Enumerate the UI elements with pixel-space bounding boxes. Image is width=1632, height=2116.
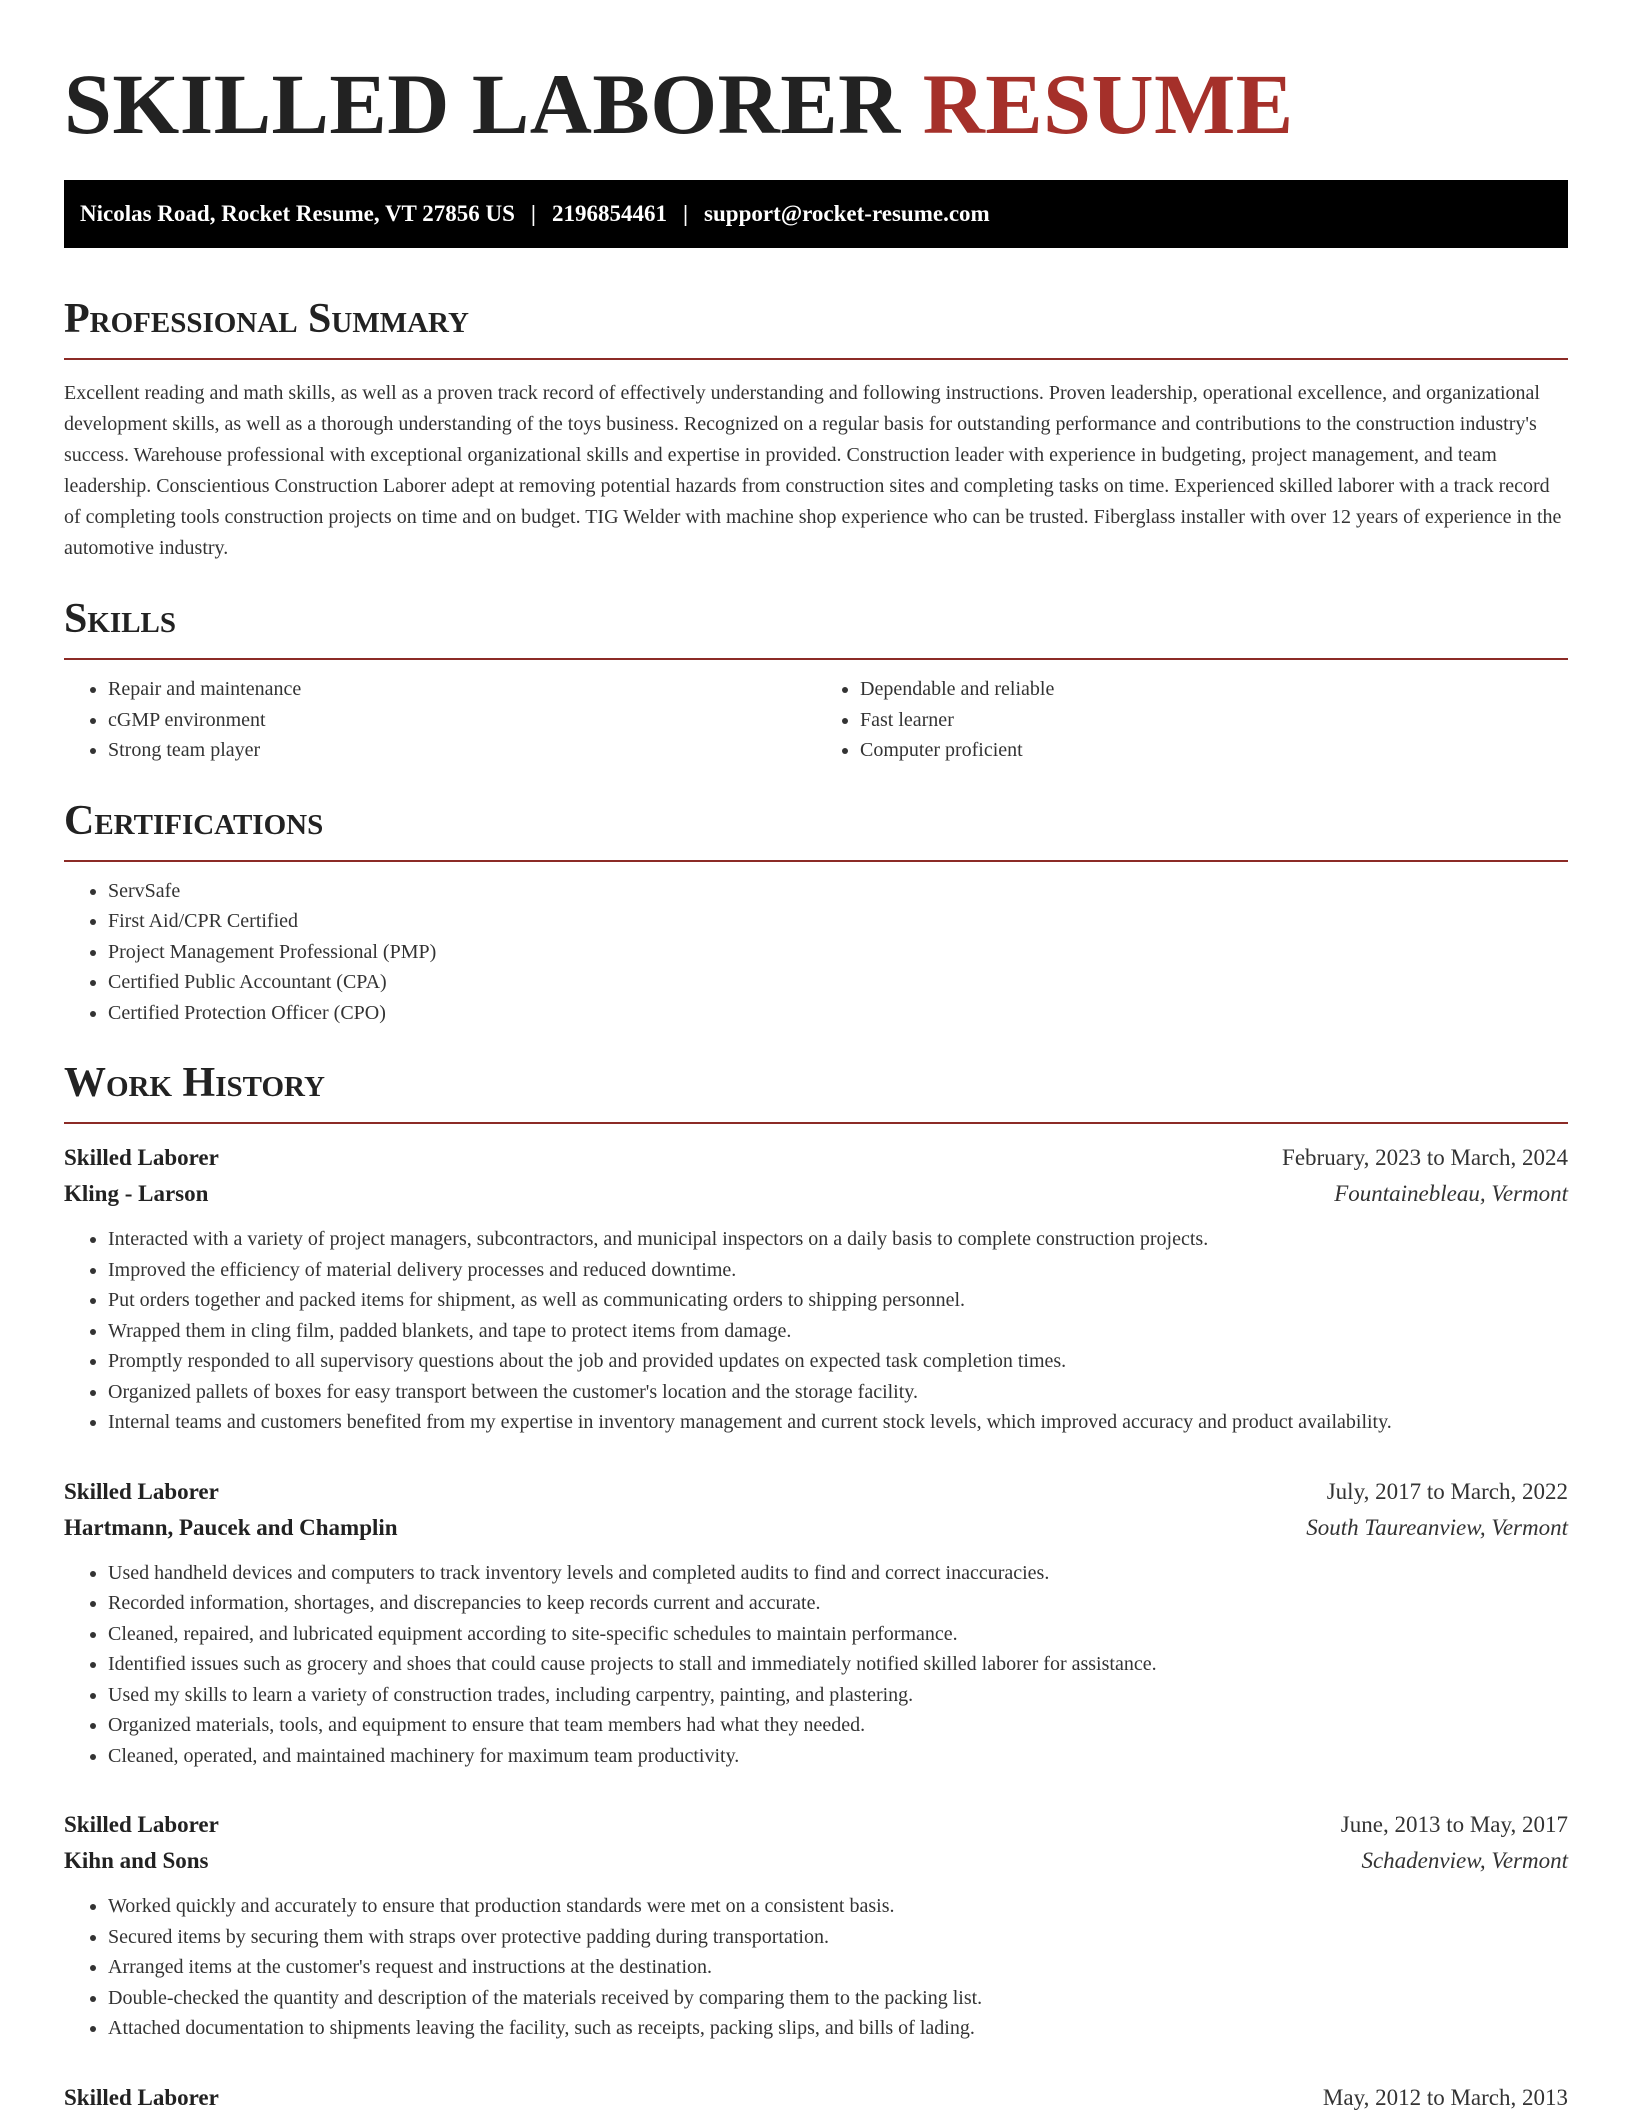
list-item: • Promptly responded to all supervisory questions about the job and provided updates on expected task completion times. [108,1346,1568,1377]
job-entry [64,1807,1568,2044]
section-heading-certifications: Certifications [64,796,1568,862]
job-location: Schadenview, Vermont [1361,1848,1568,1873]
list-item: • Recorded information, shortages, and discrepancies to keep records current and accurate. [108,1588,1568,1619]
job-dates: May, 2012 to March, 2013 [1322,2084,1568,2110]
list-item: • Double-checked the quantity and description of the materials received by comparing them to the packing list. [108,1983,1568,2014]
list-item: • Wrapped them in cling film, padded blankets, and tape to protect items from damage. [108,1316,1568,1347]
section-heading-work-history: Work History [64,1058,1568,1124]
list-item: • Organized materials, tools, and equipment to ensure that team members had what they needed. [108,1710,1568,1741]
list-item: • Identified issues such as grocery and shoes that could cause projects to stall and immediately notified skilled laborer for assistance. [108,1649,1568,1680]
list-item: • Attached documentation to shipments leaving the facility, such as receipts, packing slips, and bills of lading. [108,2013,1568,2044]
job-company: Hartmann, Paucek and Champlin [64,1514,398,1540]
list-item: • ServSafe [108,876,1568,907]
list-item: • Put orders together and packed items for shipment, as well as communicating orders to shipping personnel. [108,1285,1568,1316]
job-bullets [64,1891,1568,2044]
certifications-list [64,876,1568,1029]
list-item: • Computer proficient [860,735,1568,766]
list-item: • Improved the efficiency of material delivery processes and reduced downtime. [108,1255,1568,1286]
job-title: Skilled Laborer [64,2084,219,2110]
job-header-row [64,1807,1568,1843]
section-heading-summary: Professional Summary [64,294,1568,360]
contact-email[interactable]: support@rocket-resume.com [704,201,990,226]
section-heading-skills: Skills [64,594,1568,660]
list-item: • Certified Protection Officer (CPO) [108,998,1568,1029]
job-location: Fountainebleau, Vermont [1334,1181,1568,1206]
list-item: • Internal teams and customers benefited from my expertise in inventory management and current stock levels, which improved accuracy and product availability. [108,1407,1568,1438]
contact-separator: | [530,201,536,226]
list-item: • Dependable and reliable [860,674,1568,705]
job-entry [64,1140,1568,1438]
skills-grid [64,660,1568,766]
list-item: • Arranged items at the customer's request and instructions at the destination. [108,1952,1568,1983]
contact-phone[interactable]: 2196854461 [551,201,667,226]
job-title: Skilled Laborer [64,1812,219,1837]
list-item: • Certified Public Accountant (CPA) [108,967,1568,998]
list-item: • First Aid/CPR Certified [108,906,1568,937]
job-location: South Taureanview, Vermont [1306,1514,1568,1540]
list-item: • Used handheld devices and computers to track inventory levels and completed audits to find and correct inaccuracies. [108,1558,1568,1589]
list-item: • Secured items by securing them with straps over protective padding during transportation. [108,1922,1568,1953]
list-item: • Cleaned, repaired, and lubricated equipment according to site-specific schedules to maintain performance. [108,1619,1568,1650]
job-dates: July, 2017 to March, 2022 [1326,1478,1568,1504]
job-entry [64,2080,1568,2116]
list-item: • Strong team player [108,735,816,766]
skills-list-left [64,674,816,766]
skills-list-right [816,674,1568,766]
contact-separator: | [682,201,689,226]
contact-address: Nicolas Road, Rocket Resume, VT 27856 US [80,201,515,226]
list-item: • Interacted with a variety of project managers, subcontractors, and municipal inspectors on a daily basis to complete construction projects. [108,1224,1568,1255]
job-bullets [64,1224,1568,1438]
list-item: • Worked quickly and accurately to ensure that production standards were met on a consistent basis. [108,1891,1568,1922]
title-accent: RESUME [922,56,1294,152]
job-header-row [64,1140,1568,1176]
job-company-row [64,1843,1568,1879]
job-company: Kling - Larson [64,1181,209,1206]
job-company-row [64,1510,1568,1546]
list-item: • Fast learner [860,705,1568,736]
list-item: • Cleaned, operated, and maintained machinery for maximum team productivity. [108,1741,1568,1772]
job-header-row [64,1474,1568,1510]
job-title: Skilled Laborer [64,1145,219,1170]
job-company: Kihn and Sons [64,1848,209,1873]
job-company-row [64,1176,1568,1212]
job-entry [64,1474,1568,1772]
contact-bar [64,180,1568,248]
list-item: • cGMP environment [108,705,816,736]
list-item: • Used my skills to learn a variety of construction trades, including carpentry, painting, and plastering. [108,1680,1568,1711]
summary-text: Excellent reading and math skills, as well as a proven track record of effectively understanding and following instructions. Proven leadership, operational excellence, and organizational development skills, as well as a thorough understanding of the toys business. Recognized on a regular basis for outstanding performance and contributions to the construction industry's success. Warehouse professional with exceptional organizational skills and expertise in provided. Construction leader with experience in budgeting, project management, and team leadership. Conscientious Construction Laborer adept at removing potential hazards from construction sites and completing tasks on time. Experienced skilled laborer with a track record of completing tools construction projects on time and on budget. TIG Welder with machine shop experience who can be trusted. Fiberglass installer with over 12 years of experience in the automotive industry. [64,382,1562,559]
list-item: • Organized pallets of boxes for easy transport between the customer's location and the storage facility. [108,1377,1568,1408]
job-dates: June, 2013 to May, 2017 [1340,1812,1568,1837]
job-bullets [64,1558,1568,1772]
job-dates: February, 2023 to March, 2024 [1282,1145,1568,1170]
job-title: Skilled Laborer [64,1478,219,1504]
resume-title [64,0,1568,152]
job-header-row [64,2080,1568,2116]
title-main: SKILLED LABORER [64,56,901,152]
list-item: • Project Management Professional (PMP) [108,937,1568,968]
list-item: • Repair and maintenance [108,674,816,705]
